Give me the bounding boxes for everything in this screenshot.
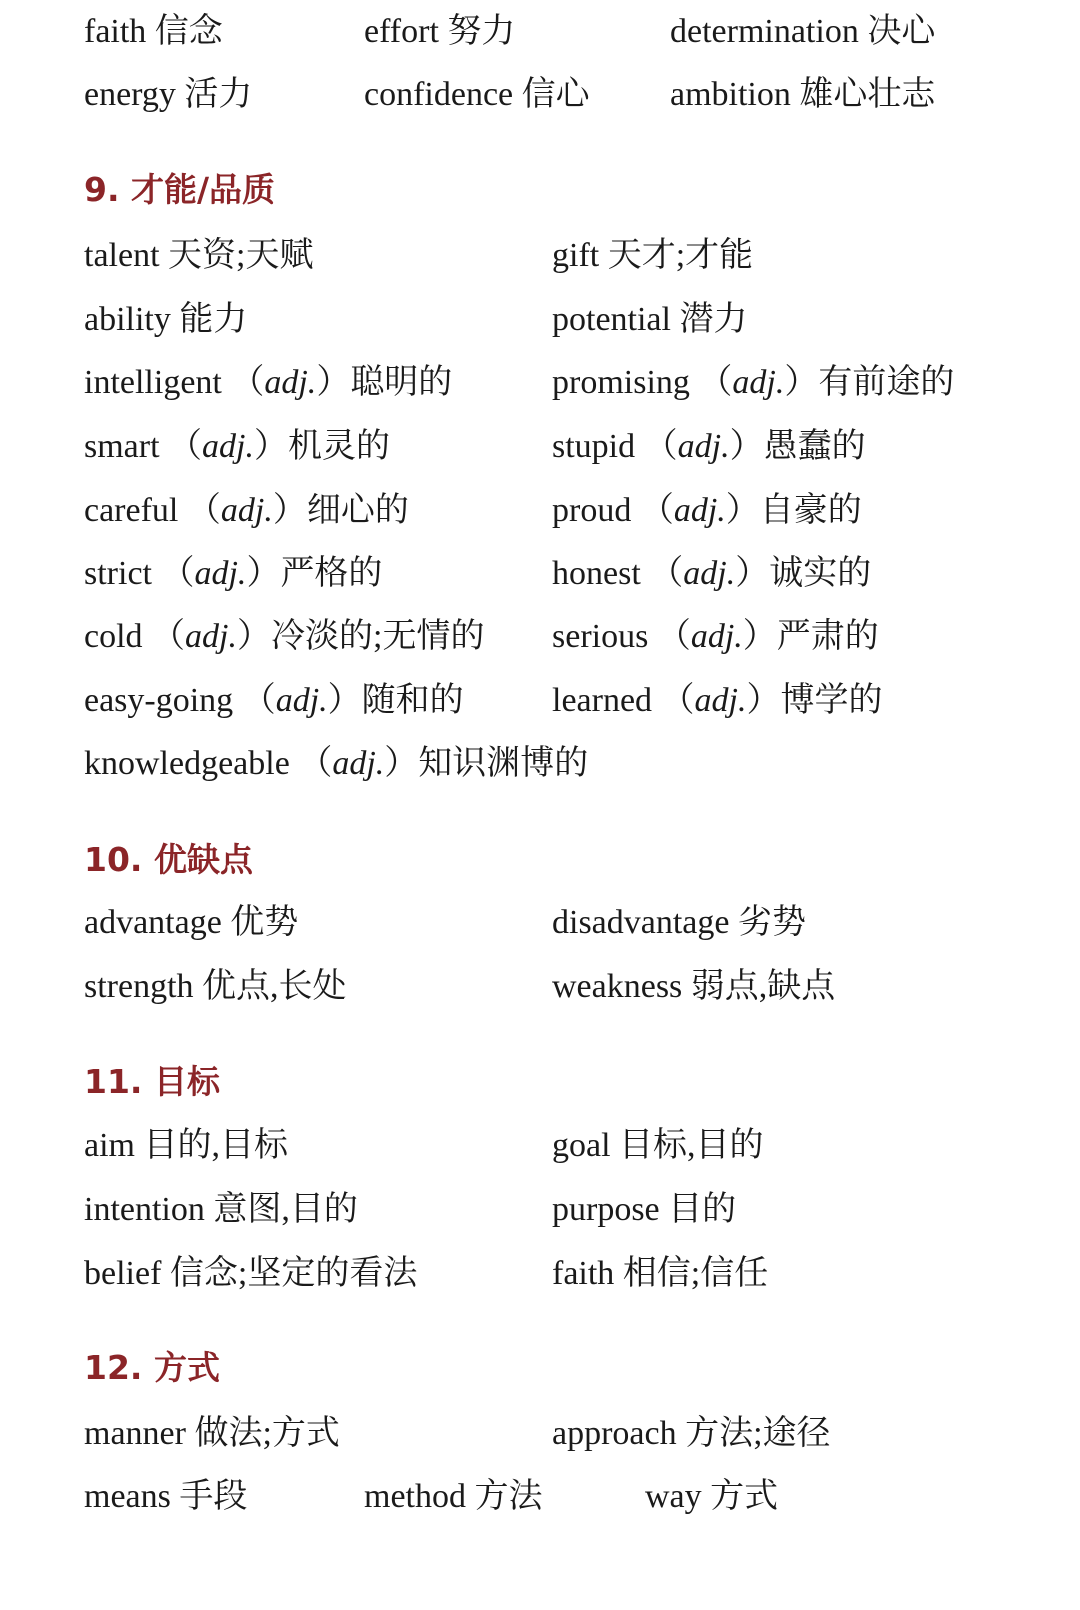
meaning: 随和的 [361, 682, 464, 719]
paren-close: ） [784, 364, 819, 401]
meaning: 严格的 [280, 555, 383, 592]
pos-label: adj. [332, 745, 385, 782]
vocab-entry [84, 681, 464, 721]
paren-close: ） [746, 682, 781, 719]
pos-label: adj. [264, 364, 317, 401]
paren-close: ） [246, 555, 281, 592]
vocab-entry: goal 目标,目的 [552, 1127, 764, 1164]
paren-close: ） [254, 428, 288, 465]
paren-open: （ [639, 492, 674, 529]
word: stupid [552, 428, 636, 465]
vocab-entry [84, 427, 390, 467]
vocab-entry: belief 信念;坚定的看法 [84, 1255, 418, 1292]
vocab-entry [552, 491, 862, 531]
vocab-entry [84, 554, 382, 594]
section-heading: 10. 优缺点 [84, 840, 253, 879]
word: cold [84, 618, 143, 655]
vocab-entry: means 手段 [84, 1478, 248, 1515]
paren-open: （ [160, 555, 195, 592]
vocab-entry [552, 427, 866, 467]
paren-close: ） [272, 492, 307, 529]
paren-close: ） [729, 428, 764, 465]
meaning: 愚蠢的 [763, 428, 866, 465]
vocab-entry: ambition 雄心壮志 [670, 76, 936, 113]
meaning: 机灵的 [288, 428, 390, 465]
meaning: 博学的 [780, 682, 883, 719]
pos-label: adj. [275, 682, 328, 719]
meaning: 有前途的 [818, 364, 955, 401]
vocab-entry [552, 363, 954, 403]
paren-open: （ [643, 428, 678, 465]
word: easy-going [84, 682, 234, 719]
paren-open: （ [298, 745, 333, 782]
word: careful [84, 492, 179, 529]
meaning: 细心的 [306, 492, 409, 529]
vocab-entry [552, 681, 883, 721]
vocab-entry: strength 优点,长处 [84, 968, 347, 1005]
paren-close: ） [725, 492, 760, 529]
vocab-entry: ability 能力 [84, 301, 248, 338]
vocab-entry: intention 意图,目的 [84, 1191, 358, 1228]
vocab-entry: method 方法 [364, 1478, 543, 1515]
meaning: 诚实的 [769, 555, 872, 592]
word: serious [552, 618, 649, 655]
vocab-entry: faith 相信;信任 [552, 1255, 769, 1292]
meaning: 知识渊博的 [418, 745, 589, 782]
vocab-entry: determination 决心 [670, 13, 936, 50]
vocab-entry: aim 目的,目标 [84, 1127, 288, 1164]
vocab-entry: faith 信念 [84, 13, 223, 50]
pos-label: adj. [194, 555, 247, 592]
vocab-entry [84, 744, 588, 784]
vocab-entry [84, 491, 409, 531]
pos-label: adj. [677, 428, 730, 465]
word: smart [84, 428, 160, 465]
word: proud [552, 492, 632, 529]
vocab-entry: purpose 目的 [552, 1191, 737, 1228]
vocab-entry [84, 363, 452, 403]
word: promising [552, 364, 690, 401]
vocab-entry: confidence 信心 [364, 76, 590, 113]
paren-open: （ [656, 618, 691, 655]
paren-open: （ [186, 492, 221, 529]
vocab-entry: weakness 弱点,缺点 [552, 968, 836, 1005]
pos-label: adj. [690, 618, 743, 655]
meaning: 冷淡的;无情的 [271, 618, 485, 655]
vocab-entry: talent 天资;天赋 [84, 237, 314, 274]
paren-open: （ [151, 618, 186, 655]
pos-label: adj. [732, 364, 785, 401]
vocab-entry [84, 617, 484, 657]
pos-label: adj. [220, 492, 273, 529]
pos-label: adj. [673, 492, 726, 529]
vocab-entry [552, 617, 879, 657]
section-heading: 11. 目标 [84, 1062, 220, 1101]
word: strict [84, 555, 152, 592]
vocab-entry: manner 做法;方式 [84, 1415, 340, 1452]
word: honest [552, 555, 641, 592]
paren-open: （ [649, 555, 684, 592]
pos-label: adj. [202, 428, 254, 465]
pos-label: adj. [683, 555, 736, 592]
pos-label: adj. [185, 618, 237, 655]
meaning: 聪明的 [350, 364, 453, 401]
paren-open: （ [230, 364, 265, 401]
vocab-entry: way 方式 [645, 1478, 779, 1515]
paren-open: （ [241, 682, 276, 719]
paren-open: （ [698, 364, 733, 401]
paren-close: ） [384, 745, 419, 782]
pos-label: adj. [694, 682, 747, 719]
paren-close: ） [742, 618, 777, 655]
vocab-entry: gift 天才;才能 [552, 237, 754, 274]
word: intelligent [84, 364, 222, 401]
word: learned [552, 682, 653, 719]
vocab-entry: effort 努力 [364, 13, 516, 50]
vocab-entry: potential 潜力 [552, 301, 748, 338]
section-heading: 12. 方式 [84, 1348, 220, 1387]
paren-open: （ [168, 428, 203, 465]
vocab-entry: approach 方法;途径 [552, 1415, 831, 1452]
vocab-entry: energy 活力 [84, 76, 253, 113]
paren-close: ） [237, 618, 271, 655]
paren-close: ） [316, 364, 351, 401]
vocab-entry: advantage 优势 [84, 904, 299, 941]
paren-close: ） [735, 555, 770, 592]
meaning: 严肃的 [776, 618, 879, 655]
paren-close: ） [327, 682, 362, 719]
vocab-entry [552, 554, 871, 594]
paren-open: （ [660, 682, 695, 719]
meaning: 自豪的 [759, 492, 862, 529]
word: knowledgeable [84, 745, 290, 782]
vocab-entry: disadvantage 劣势 [552, 904, 806, 941]
section-heading: 9. 才能/品质 [84, 170, 276, 209]
